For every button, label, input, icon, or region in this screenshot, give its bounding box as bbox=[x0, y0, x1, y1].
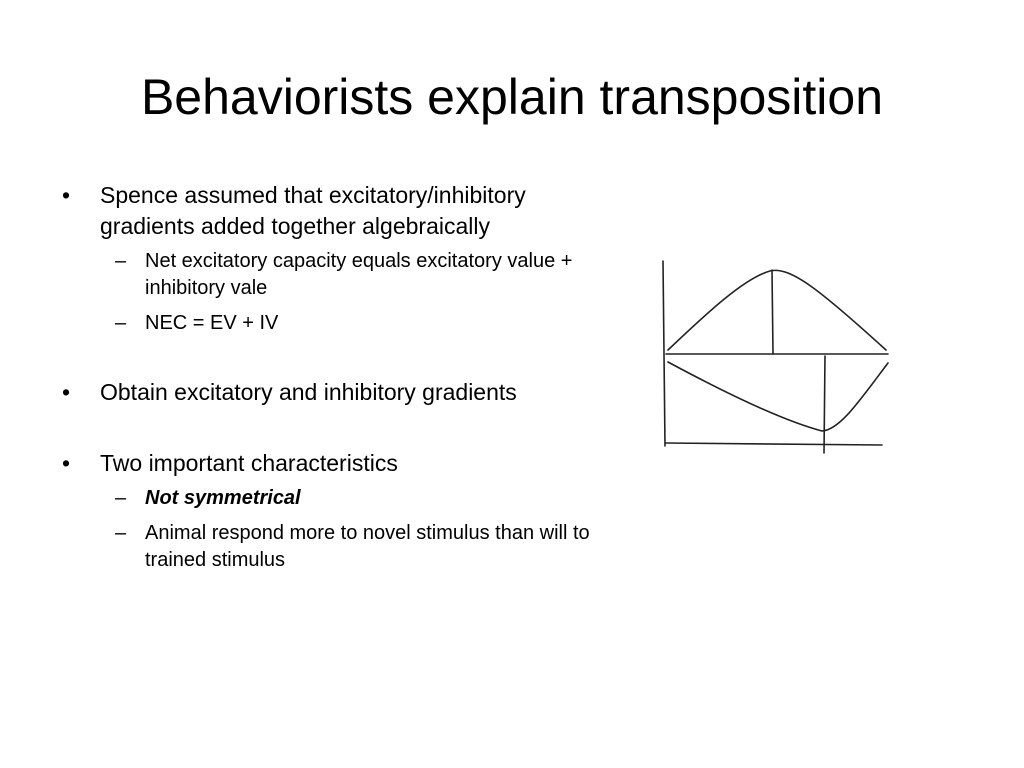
bullet-item-gradients bbox=[60, 377, 600, 408]
excitatory-peak-line bbox=[772, 270, 773, 354]
bullet-mark: • bbox=[62, 182, 71, 208]
bullet-list bbox=[60, 180, 600, 574]
bullet-item-spence bbox=[60, 180, 600, 337]
bullet-item-characteristics bbox=[60, 448, 600, 574]
sub-item-not-symmetrical bbox=[100, 485, 600, 512]
sub-item-nec-formula bbox=[100, 310, 600, 337]
sub-item-text-emphasis: Not symmetrical bbox=[145, 487, 301, 509]
bullet-text: Two important characteristics bbox=[100, 450, 398, 476]
slide-title: Behaviorists explain transposition bbox=[140, 69, 884, 125]
excitatory-gradient-curve bbox=[668, 270, 886, 350]
sub-item-text: Animal respond more to novel stimulus than will to trained stimulus bbox=[145, 522, 590, 571]
dash-mark: – bbox=[115, 312, 127, 334]
sub-item-text: Net excitatory capacity equals excitatory value + inhibitory vale bbox=[145, 250, 573, 299]
inhibitory-gradient-curve bbox=[668, 362, 888, 431]
sub-list bbox=[100, 485, 600, 574]
dash-mark: – bbox=[115, 487, 127, 509]
sub-item-net-excitatory bbox=[100, 248, 600, 302]
dash-mark: – bbox=[115, 522, 127, 544]
left-axis-line bbox=[663, 261, 665, 446]
bottom-baseline bbox=[666, 443, 882, 445]
dash-mark: – bbox=[115, 250, 127, 272]
gradient-sketch-diagram bbox=[650, 250, 900, 460]
bullet-mark: • bbox=[62, 450, 71, 476]
sub-item-novel-stimulus bbox=[100, 520, 600, 574]
bullet-mark: • bbox=[62, 379, 71, 405]
sub-item-text: NEC = EV + IV bbox=[145, 312, 279, 334]
sub-list bbox=[100, 248, 600, 337]
bullet-text: Spence assumed that excitatory/inhibitory gradients added together algebraically bbox=[100, 182, 526, 239]
bullet-text: Obtain excitatory and inhibitory gradients bbox=[100, 379, 517, 405]
inhibitory-trough-line bbox=[824, 356, 825, 453]
